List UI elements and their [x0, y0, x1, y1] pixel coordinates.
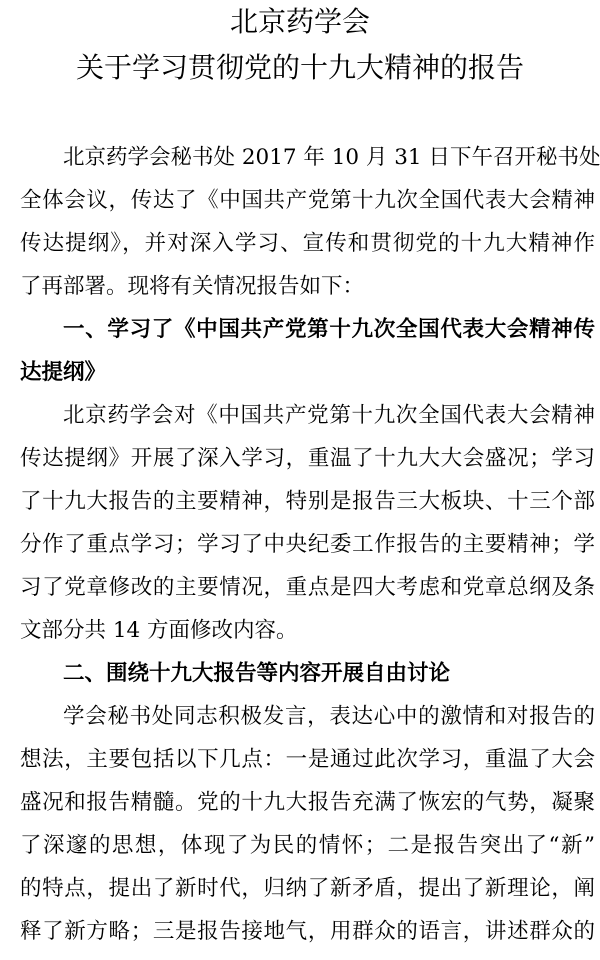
paragraph-2-line-1: 北京药学会对《中国共产党第十九次全国代表大会精神 [63, 403, 595, 428]
paragraph-2-line-5: 习了党章修改的主要情况，重点是四大考虑和党章总纲及条 [20, 575, 595, 600]
section-heading-1-line-2: 达提纲》 [20, 360, 107, 385]
paragraph-3-line-6: 释了新方略；三是报告接地气，用群众的语言，讲述群众的 [20, 919, 595, 944]
paragraph-3-line-3: 盛况和报告精髓。党的十九大报告充满了恢宏的气势，凝聚 [20, 790, 595, 815]
document-title-line-2: 关于学习贯彻党的十九大精神的报告 [75, 51, 524, 84]
paragraph-2-line-2: 传达提纲》开展了深入学习，重温了十九大大会盛况；学习 [20, 446, 595, 471]
paragraph-3-line-4: 了深邃的思想，体现了为民的情怀；二是报告突出了“新” [20, 833, 595, 858]
section-heading-2: 二、围绕十九大报告等内容开展自由讨论 [63, 661, 451, 686]
paragraph-1-line-1: 北京药学会秘书处 2017 年 10 月 31 日下午召开秘书处 [63, 145, 600, 170]
section-heading-1-line-1: 一、学习了《中国共产党第十九次全国代表大会精神传 [63, 317, 595, 342]
paragraph-1-line-4: 了再部署。现将有关情况报告如下： [20, 274, 365, 299]
paragraph-2-line-4: 分作了重点学习；学习了中央纪委工作报告的主要精神；学 [20, 532, 595, 557]
paragraph-2-line-6: 文部分共 14 方面修改内容。 [20, 618, 298, 643]
paragraph-3-line-1: 学会秘书处同志积极发言，表达心中的激情和对报告的 [63, 704, 595, 729]
document-title-line-1: 北京药学会 [229, 5, 370, 38]
paragraph-1-line-3: 传达提纲》，并对深入学习、宣传和贯彻党的十九大精神作 [20, 231, 595, 256]
paragraph-3-line-2: 想法，主要包括以下几点：一是通过此次学习，重温了大会 [20, 747, 595, 772]
paragraph-2-line-3: 了十九大报告的主要精神，特别是报告三大板块、十三个部 [20, 489, 595, 514]
paragraph-1-line-2: 全体会议，传达了《中国共产党第十九次全国代表大会精神 [20, 188, 595, 213]
paragraph-3-line-5: 的特点，提出了新时代，归纳了新矛盾，提出了新理论，阐 [20, 876, 595, 901]
